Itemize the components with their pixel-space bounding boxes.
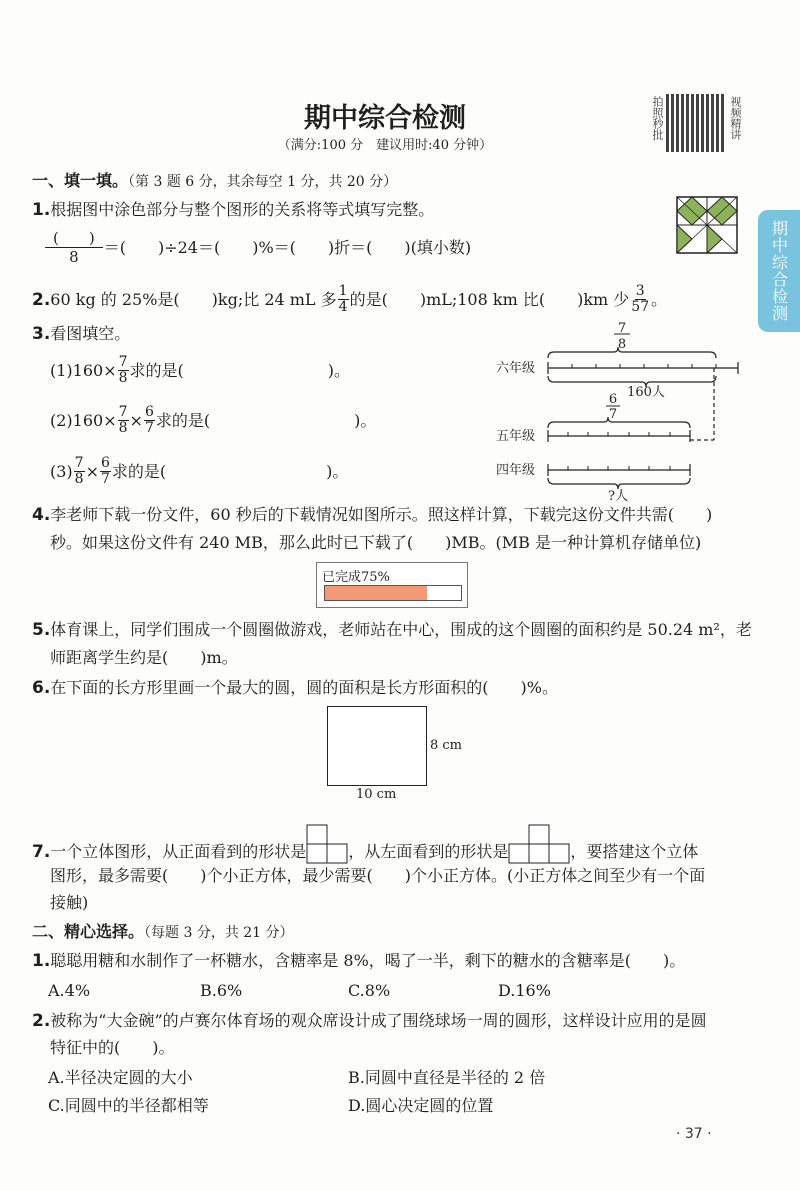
- section1-note: （第 3 题 6 分，其余每空 1 分，共 20 分）: [128, 174, 398, 190]
- q7-number: 7.: [32, 842, 51, 862]
- q3-part3: [50, 456, 348, 487]
- q2-fraction-1: $\frac{1}{4}$: [338, 283, 348, 315]
- s2-q2-option-a[interactable]: A.半径决定圆的大小: [48, 1068, 193, 1087]
- s2-q2-line2[interactable]: 特征中的( )。: [50, 1038, 175, 1057]
- q3-3-answer[interactable]: 求的是( )。: [111, 461, 349, 481]
- q5-line2[interactable]: 师距离学生约是( )m。: [50, 648, 238, 667]
- q7-text-c: ，要搭建这个立体: [570, 842, 699, 861]
- q1-number: 1.: [32, 200, 51, 220]
- rectangle-figure[interactable]: [327, 706, 427, 786]
- q2-text-b[interactable]: 的是( )mL;108 km 比( )km 少: [349, 289, 630, 309]
- q3-question: [32, 324, 130, 344]
- q3-part2: [50, 405, 376, 436]
- q7-text-b: ，从左面看到的形状是: [348, 842, 509, 861]
- q4-number: 4.: [32, 505, 51, 525]
- q7-line3: 接触): [50, 893, 89, 912]
- q4-line1: [32, 505, 712, 525]
- q4-line2[interactable]: 秒。如果这份文件有 240 MB，那么此时已下载了( )MB。(MB 是一种计算机存储单位): [50, 533, 702, 552]
- q1-fraction: [45, 229, 103, 266]
- q1-question: [32, 200, 434, 220]
- s2-q2-text1: 被称为“大金碗”的卢赛尔体育场的观众席设计成了围绕球场一周的圆形，这样设计应用的是圆: [50, 1011, 707, 1030]
- qr-code-icon[interactable]: [666, 94, 724, 152]
- q3-2-lead: (2)160×: [50, 410, 117, 430]
- progress-fill: [325, 586, 427, 600]
- q5-line1: [32, 620, 752, 640]
- q7-line1: [32, 824, 698, 862]
- section1-header: [32, 171, 397, 192]
- section2-header: [32, 922, 294, 943]
- q4-text1[interactable]: 李老师下载一份文件，60 秒后的下载情况如图所示。照这样计算，下载完这份文件共需( ): [50, 505, 713, 524]
- progress-bar: [324, 585, 462, 601]
- s2-q1-text[interactable]: 聪聪用糖和水制作了一杯糖水，含糖率是 8%，喝了一半，剩下的糖水的含糖率是( )。: [50, 951, 686, 970]
- download-progress-box: [316, 562, 468, 608]
- q3-3-frac-b: $\frac{6}{7}$: [101, 455, 110, 487]
- q3-1-lead: (1)160×: [50, 360, 117, 380]
- q1-equation: [44, 229, 471, 266]
- q2-question: [32, 284, 667, 315]
- s2-q1-option-c[interactable]: C.8%: [348, 981, 391, 1000]
- times-sign: ×: [129, 410, 143, 430]
- progress-label: 已完成75%: [322, 570, 390, 585]
- s2-q1-option-d[interactable]: D.16%: [498, 981, 551, 1000]
- page-subtitle: （满分:100 分 建议用时:40 分钟）: [277, 138, 493, 153]
- top-frac-den: 8: [617, 337, 627, 352]
- qr-right-label: 视频精讲: [729, 96, 742, 140]
- q2-text-a[interactable]: 60 kg 的 25%是( )kg;比 24 mL 多: [50, 289, 337, 309]
- mid-frac-num: 6: [608, 392, 618, 407]
- qr-left-label: 拍照秒批: [651, 96, 664, 140]
- label-grade5: 五年级: [496, 429, 536, 444]
- q7-line2[interactable]: 图形，最多需要( )个小正方体，最少需要( )个小正方体。(小正方体之间至少有一个面: [50, 866, 706, 885]
- left-view-shape: [508, 824, 570, 864]
- q3-2-frac-b: $\frac{6}{7}$: [144, 404, 154, 436]
- q2-fraction-2: $\frac{3}{57}$: [631, 283, 650, 315]
- mid-frac-den: 7: [608, 407, 618, 422]
- q1-frac-den: 8: [69, 248, 79, 266]
- side-tab[interactable]: 期中综合检测: [758, 210, 800, 332]
- s2-q2-line1: [32, 1011, 707, 1031]
- q5-text1: 体育课上，同学们围成一个圆圈做游戏，老师站在中心，围成的这个圆圈的面积约是 50.24 m²，老: [50, 620, 752, 639]
- page-number: · 37 ·: [676, 1126, 712, 1142]
- label-grade6: 六年级: [496, 361, 536, 376]
- section2-heading: 二、精心选择。: [32, 922, 145, 941]
- q3-text: 看图填空。: [50, 324, 131, 343]
- s2-q2-number: 2.: [32, 1011, 51, 1031]
- q1-frac-num[interactable]: ( ): [45, 229, 103, 248]
- q3-3-lead: (3): [50, 461, 73, 481]
- q1-equation-text[interactable]: ＝( )÷24＝( )%＝( )折＝( )(填小数): [103, 237, 472, 257]
- grade-line-diagram: [490, 320, 750, 505]
- s2-q1: [32, 951, 685, 971]
- q3-part1: [50, 355, 350, 386]
- q3-1-frac: $\frac{7}{8}$: [118, 354, 128, 386]
- q7-text-a: 一个立体图形，从正面看到的形状是: [50, 842, 307, 861]
- q6-text[interactable]: 在下面的长方形里画一个最大的圆，圆的面积是长方形面积的( )%。: [50, 678, 558, 697]
- times-sign: ×: [85, 461, 99, 481]
- front-view-shape: [306, 824, 348, 864]
- s2-q1-number: 1.: [32, 951, 51, 971]
- page-title: 期中综合检测: [304, 103, 466, 134]
- q3-2-answer[interactable]: 求的是( )。: [155, 410, 377, 430]
- s2-q2-option-b[interactable]: B.同圆中直径是半径的 2 倍: [348, 1068, 546, 1087]
- section2-note: （每题 3 分，共 21 分）: [144, 925, 294, 941]
- q3-3-frac-a: $\frac{7}{8}$: [74, 455, 84, 487]
- q3-number: 3.: [32, 324, 51, 344]
- q3-1-answer[interactable]: 求的是( )。: [129, 360, 351, 380]
- s2-q1-option-b[interactable]: B.6%: [200, 981, 243, 1000]
- section1-heading: 一、填一填。: [32, 171, 129, 190]
- rect-width-label: 10 cm: [356, 787, 397, 802]
- q3-2-frac-a: $\frac{7}{8}$: [118, 404, 128, 436]
- label-question: ?人: [608, 489, 628, 504]
- label-160: 160人: [627, 385, 665, 400]
- s2-q1-option-a[interactable]: A.4%: [48, 981, 91, 1000]
- q2-number: 2.: [32, 289, 51, 310]
- label-grade4: 四年级: [496, 463, 536, 478]
- q5-number: 5.: [32, 620, 51, 640]
- s2-q2-option-d[interactable]: D.圆心决定圆的位置: [348, 1096, 494, 1115]
- q6-number: 6.: [32, 678, 51, 698]
- s2-q2-option-c[interactable]: C.同圆中的半径都相等: [48, 1096, 209, 1115]
- q2-text-c: 。: [651, 289, 668, 309]
- q1-text: 根据图中涂色部分与整个图形的关系将等式填写完整。: [50, 200, 435, 219]
- shaded-square-figure: [676, 196, 738, 254]
- q6-question: [32, 678, 558, 698]
- top-frac-num: 7: [617, 321, 627, 336]
- rect-height-label: 8 cm: [430, 738, 463, 753]
